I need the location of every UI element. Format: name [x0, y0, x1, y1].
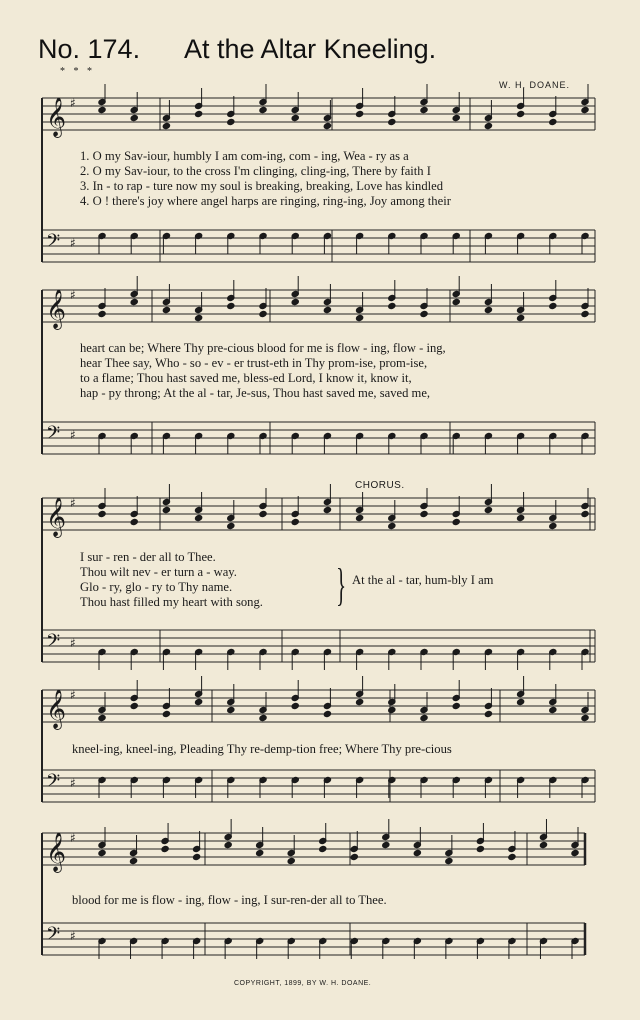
- sharp-sign: ♯: [70, 496, 76, 510]
- note-head: [195, 514, 203, 521]
- sharp-sign: ♯: [70, 636, 76, 650]
- hymn-number: No. 174.: [38, 34, 141, 64]
- note-head: [130, 702, 138, 709]
- note-head: [227, 302, 235, 309]
- treble-clef: 𝄞: [46, 289, 67, 329]
- sharp-sign: ♯: [70, 428, 76, 442]
- sharp-sign: ♯: [70, 831, 76, 845]
- note-head: [517, 314, 525, 321]
- note-head: [484, 306, 492, 313]
- note-head: [323, 122, 331, 129]
- note-head: [323, 306, 331, 313]
- chorus-line-2: kneel-ing, kneel-ing, Pleading Thy re-demp-tion free; Where Thy pre-cious: [72, 742, 452, 756]
- sharp-sign: ♯: [70, 688, 76, 702]
- note-head: [291, 114, 299, 121]
- note-head: [484, 122, 492, 129]
- note-head: [420, 714, 428, 721]
- composer-credit: W. H. DOANE.: [498, 80, 570, 90]
- note-head: [227, 522, 235, 529]
- note-head: [549, 302, 557, 309]
- note-head: [452, 298, 460, 305]
- note-head: [161, 845, 169, 852]
- note-head: [413, 849, 421, 856]
- copyright-notice: COPYRIGHT, 1899, BY W. H. DOANE.: [234, 980, 372, 987]
- note-head: [291, 518, 299, 525]
- verse-line-3-4: Thou hast filled my heart with song.: [80, 595, 263, 609]
- note-head: [291, 298, 299, 305]
- verse-line-3-3: Glo - ry, glo - ry to Thy name.: [80, 580, 233, 594]
- verse-line-2-1: heart can be; Where Thy pre-cious blood for me is flow - ing, flow - ing,: [80, 341, 446, 355]
- note-head: [508, 853, 516, 860]
- verse-line-1-4: 4. O ! there's joy where angel harps are ringing, ring-ing, Joy among their: [80, 194, 451, 208]
- note-head: [445, 857, 453, 864]
- treble-clef: 𝄞: [46, 97, 67, 137]
- note-head: [517, 514, 525, 521]
- note-head: [581, 106, 589, 113]
- note-head: [259, 714, 267, 721]
- note-head: [98, 849, 106, 856]
- note-head: [98, 510, 106, 517]
- stars-ornament: * * *: [60, 66, 95, 77]
- treble-clef: 𝄞: [46, 497, 67, 537]
- note-head: [256, 849, 264, 856]
- note-head: [323, 710, 331, 717]
- note-head: [287, 857, 295, 864]
- chorus-line-3: blood for me is flow - ing, flow - ing, I sur-ren-der all to Thee.: [72, 893, 387, 907]
- verse-bracket: }: [336, 559, 347, 610]
- note-head: [452, 702, 460, 709]
- note-head: [517, 110, 525, 117]
- note-head: [162, 506, 170, 513]
- verse-line-2-2: hear Thee say, Who - so - ev - er trust-eth in Thy prom-ise, prom-ise,: [80, 356, 428, 370]
- verse-line-1-2: 2. O my Sav-iour, to the cross I'm clinging, cling-ing, There by faith I: [80, 164, 431, 178]
- note-head: [162, 122, 170, 129]
- note-head: [420, 106, 428, 113]
- note-head: [420, 510, 428, 517]
- note-head: [539, 841, 547, 848]
- note-head: [98, 310, 106, 317]
- note-head: [259, 510, 267, 517]
- note-head: [350, 853, 358, 860]
- note-head: [195, 110, 203, 117]
- note-head: [388, 706, 396, 713]
- note-head: [130, 114, 138, 121]
- treble-clef: 𝄞: [46, 832, 67, 872]
- note-head: [193, 853, 201, 860]
- note-head: [291, 702, 299, 709]
- note-head: [581, 510, 589, 517]
- note-head: [484, 506, 492, 513]
- treble-clef: 𝄞: [46, 689, 67, 729]
- sharp-sign: ♯: [70, 776, 76, 790]
- note-head: [130, 518, 138, 525]
- note-head: [162, 710, 170, 717]
- note-head: [259, 106, 267, 113]
- verse-line-2-4: hap - py throng; At the al - tar, Je-sus, Thou hast saved me, saved me,: [80, 386, 431, 400]
- note-head: [98, 714, 106, 721]
- note-head: [98, 106, 106, 113]
- note-head: [319, 845, 327, 852]
- hymn-title: At the Altar Kneeling.: [184, 34, 437, 64]
- sharp-sign: ♯: [70, 288, 76, 302]
- note-head: [549, 706, 557, 713]
- note-head: [549, 522, 557, 529]
- verse-line-3-1: I sur - ren - der all to Thee.: [80, 550, 216, 564]
- note-head: [162, 306, 170, 313]
- note-head: [388, 522, 396, 529]
- note-head: [323, 506, 331, 513]
- note-head: [517, 698, 525, 705]
- note-head: [571, 849, 579, 856]
- note-head: [195, 314, 203, 321]
- bass-clef: 𝄢: [46, 771, 61, 796]
- sharp-sign: ♯: [70, 929, 76, 943]
- note-head: [227, 706, 235, 713]
- sharp-sign: ♯: [70, 96, 76, 110]
- note-head: [224, 841, 232, 848]
- note-head: [130, 298, 138, 305]
- chorus-label: CHORUS.: [355, 480, 405, 491]
- bass-clef: 𝄢: [46, 631, 61, 656]
- note-head: [227, 118, 235, 125]
- verse-line-3-2: Thou wilt nev - er turn a - way.: [80, 565, 237, 579]
- chorus-line-1: At the al - tar, hum-bly I am: [352, 573, 494, 587]
- note-head: [195, 698, 203, 705]
- sharp-sign: ♯: [70, 236, 76, 250]
- note-head: [581, 714, 589, 721]
- note-head: [549, 118, 557, 125]
- verse-line-2-3: to a flame; Thou hast saved me, bless-ed Lord, I know it, know it,: [80, 371, 412, 385]
- note-head: [388, 118, 396, 125]
- note-head: [581, 310, 589, 317]
- bass-clef: 𝄢: [46, 423, 61, 448]
- verse-line-1-3: 3. In - to rap - ture now my soul is breaking, breaking, Love has kindled: [80, 179, 444, 193]
- bass-clef: 𝄢: [46, 231, 61, 256]
- note-head: [484, 710, 492, 717]
- note-head: [356, 314, 364, 321]
- note-head: [356, 110, 364, 117]
- verse-line-1-1: 1. O my Sav-iour, humbly I am com-ing, com - ing, Wea - ry as a: [80, 149, 409, 163]
- note-head: [129, 857, 137, 864]
- note-head: [356, 698, 364, 705]
- note-head: [452, 518, 460, 525]
- note-head: [476, 845, 484, 852]
- note-head: [388, 302, 396, 309]
- note-head: [356, 514, 364, 521]
- note-head: [420, 310, 428, 317]
- note-head: [259, 310, 267, 317]
- note-head: [452, 114, 460, 121]
- bass-clef: 𝄢: [46, 924, 61, 949]
- note-head: [382, 841, 390, 848]
